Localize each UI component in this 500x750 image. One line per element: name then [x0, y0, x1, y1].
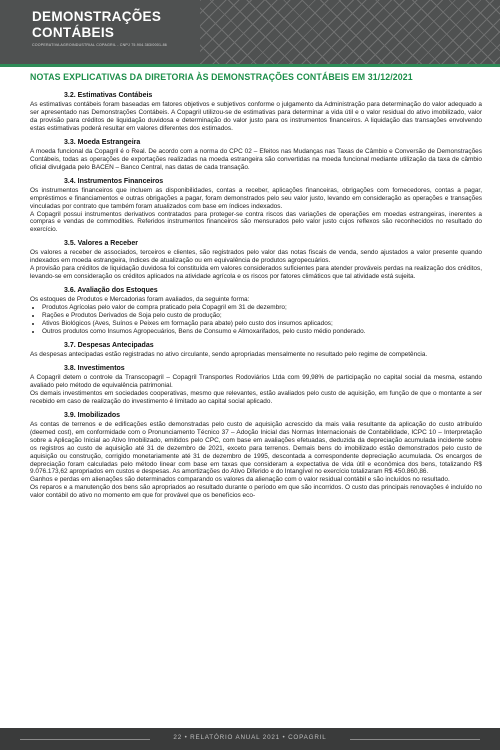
section-heading: 3.2. Estimativas Contábeis: [64, 92, 153, 99]
list-item: • Ativos Biológicos (Aves, Suínos e Peixes em formação para abate) pelo custo dos insumos aplicados;: [42, 320, 482, 328]
header-pattern: [200, 0, 500, 64]
section-heading: 3.9. Imobilizados: [64, 411, 121, 419]
header-subtitle: COOPERATIVA AGROINDUSTRIAL COPAGRIL - CNPJ 75.904.383/0001-86: [32, 43, 167, 47]
section-paragraph: A moeda funcional da Copagril é o Real. De acordo com a norma do CPC 02 – Efeitos nas Mudanças nas Taxas de Câmbio e Conversão de Demonstrações Contábeis, todas as operações de exportações realizadas na moeda estrangeira são convertidas na moeda funcional mediante utilização da taxa de câmbio oficial divulgada pelo BACEN – Banco Central, nas datas de cada transação.: [30, 147, 482, 171]
list-item: • Outros produtos como Insumos Agropecuários, Bens de Consumo e Almoxarifados, pelo custo médio ponderado.: [42, 328, 482, 336]
inventory-list: [30, 304, 482, 336]
section-paragraph: A Copagril detem o controle da Transcopagril – Copagril Transportes Rodoviários Ltda com 99,98% de participação no capital social da mesma, estando avaliado pelo método de equivalência patrimonial.: [30, 373, 482, 389]
section-heading: 3.7. Despesas Antecipadas: [64, 341, 154, 349]
section-heading: 3.8. Investimentos: [64, 364, 125, 372]
section-paragraph: Os reparos e a manutenção dos bens são apropriados ao resultado durante o período em que são incorridos. O custo das principais renovações é incluído no valor contábil do ativo no momento em que for provável que os benefícios eco-: [30, 484, 482, 500]
section-heading: 3.3. Moeda Estrangeira: [64, 138, 141, 146]
header-accent-line: [0, 64, 500, 67]
section-heading: 3.5. Valores a Receber: [64, 240, 138, 248]
footer-text: 22 • RELATÓRIO ANUAL 2021 • COPAGRIL: [173, 734, 327, 741]
section-paragraph: Os demais investimentos em sociedades cooperativas, mesmo que relevantes, estão avaliados pelo custo de aquisição, em função de que o montante a ser recebido em caso de realização do investimento é limitado ao capital social aplicado.: [30, 389, 482, 405]
section-paragraph: Os instrumentos financeiros que incluem as disponibilidades, contas a receber, aplicações financeiras, obrigações com fornecedores, contas a pagar, empréstimos e financiamentos e outras obrigações a pagar, foram demonstrados pelo seu valor justo, levando em consideração as operações e transações vinculadas por contrato que também foram atualizados com base em índices indexados.: [30, 186, 482, 210]
page-title: NOTAS EXPLICATIVAS DA DIRETORIA ÀS DEMONSTRAÇÕES CONTÁBEIS EM 31/12/2021: [30, 72, 413, 82]
section-heading: 3.4. Instrumentos Financeiros: [64, 177, 164, 185]
list-item: • Rações e Produtos Derivados de Soja pelo custo de produção;: [42, 312, 482, 320]
section-paragraph: As estimativas contábeis foram baseadas em fatores objetivos e subjetivos conforme o julgamento da Administração para determinação do valor adequado a ser apresentado nas Demonstrações Contábeis. A Copagril utilizou-se de estimativas para determinar a vida útil e o valor residual do ativo imobilizado, valor da provisão para créditos de liquidação duvidosa e determinação do valor justo para os instrumentos financeiros. A liquidação das transações envolvendo estas estimativas poderá resultar em valores diferentes dos estimados.: [30, 101, 482, 132]
page-footer: [0, 728, 500, 750]
section-paragraph: Ganhos e perdas em alienações são determinados comparando os valores da alienação com o valor residual contábil e são incluídos no resultado.: [30, 476, 450, 484]
header-title-line2: CONTÁBEIS: [32, 25, 115, 40]
section-paragraph: As despesas antecipadas estão registradas no ativo circulante, sendo apropriadas mensalmente no resultado pelo regime de competência.: [30, 350, 428, 358]
notes-content: [30, 91, 482, 500]
section-paragraph: A provisão para créditos de liquidação duvidosa foi constituída em valores considerados suficientes para atender prováveis perdas na realização dos créditos, levando-se em consideração os créditos aplicados na atividade agrícola e os riscos por fatores climáticos que tal atividade está sujeita.: [30, 265, 482, 281]
section-paragraph: Os valores a receber de associados, terceiros e clientes, são registrados pelo valor das notas fiscais de venda, sendo ajustados a valor presente quando indexados em moeda estrangeira, índices de atualização ou em equivalência de produtos agropecuários.: [30, 249, 482, 265]
section-paragraph: Os estoques de Produtos e Mercadorias foram avaliados, da seguinte forma:: [30, 296, 250, 304]
list-item: • Produtos Agrícolas pelo valor de compra praticado pela Copagril em 31 de dezembro;: [42, 304, 482, 312]
section-heading: 3.6. Avaliação dos Estoques: [64, 287, 158, 295]
section-paragraph: As contas de terrenos e de edificações estão demonstradas pelo custo de aquisição acrescido da mais valia resultante da aplicação do custo atribuído (deemed cost), em conformidade com o Pronunciamento Técnico 37 – Adoção Inicial das Normas Internacionais de Contabilidade, ICPC 10 – Interpretação sobre a Aplicação Inicial ao Ativo Imobilizado, emitidos pelo CPC, com base em avaliações efetuadas, deduzida da depreciação acumulada incidente sobre os registros ao custo de aquisição até 31 de dezembro de 2021, exceto para terrenos. Demais bens do imobilizado estão demonstrados pelo custo de aquisição ou construção, corrigido monetariamente até 31 de dezembro de 1995, descontada a correspondente depreciação acumulada. Os encargos de depreciação foram calculadas pelo método linear com base em taxas que consideram a expectativa de vida útil e econômica dos bens, totalizando R$ 9.076.173,62 apropriados em custos e despesas. As amortizações do Ativo Diferido e do Intangível no exercício totalizaram R$ 450.860,86.: [30, 420, 482, 476]
report-header: [0, 0, 500, 64]
section-paragraph: A Copagril possui instrumentos derivativos contratados para proteger-se contra riscos das variações de operações em moedas estrangeiras, inerentes a compras e vendas de commodities. Referidos instrumentos financeiros são mensurados pelo valor justo cujos reflexos são reconhecidos no resultado do exercício.: [30, 210, 482, 234]
header-title-line1: DEMONSTRAÇÕES: [32, 9, 162, 24]
